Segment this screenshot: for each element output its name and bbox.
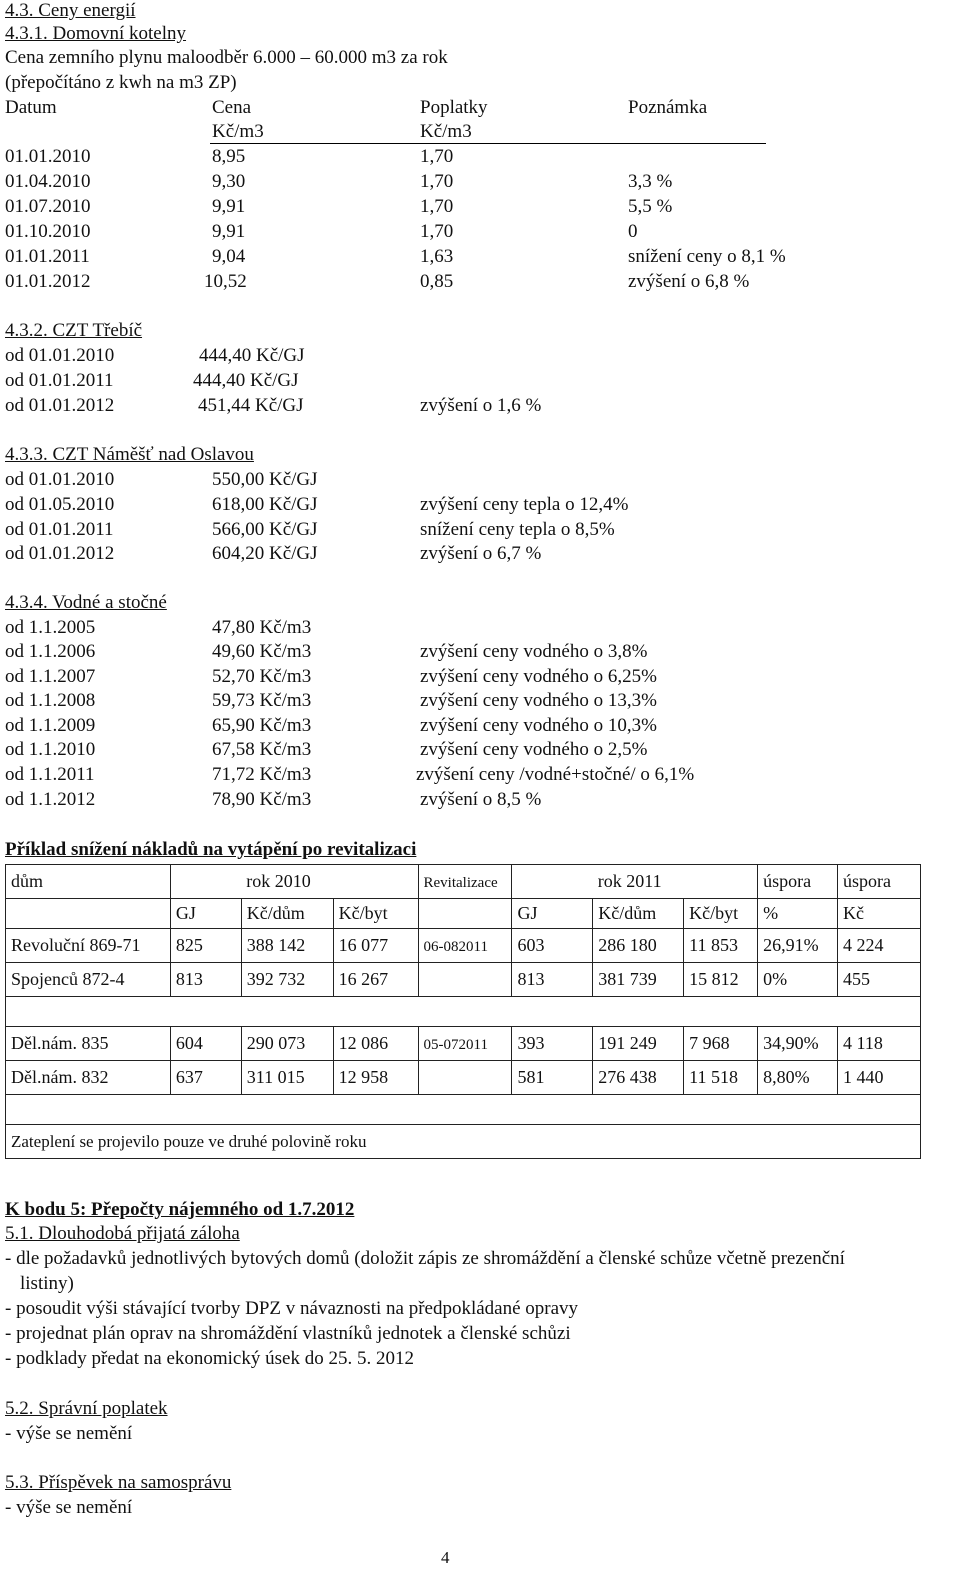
water-row-note: zvýšení o 8,5 % [420,789,542,810]
header-cell: GJ [512,899,593,929]
table-cell: 06-082011 [418,929,512,963]
gas-row-price: 9,04 [212,246,246,267]
gas-row-date: 01.10.2010 [5,221,91,242]
table-cell: 813 [512,963,593,997]
header-cell: rok 2010 [241,865,418,899]
water-row-price: 71,72 Kč/m3 [212,764,312,785]
gas-row-price: 9,91 [212,196,246,217]
table-cell: 286 180 [593,929,684,963]
table-cell: Revoluční 869-71 [6,929,171,963]
table-cell: 637 [170,1061,241,1095]
czt-row-date: od 01.01.2011 [5,519,114,540]
gas-row-note: snížení ceny o 8,1 % [628,246,786,267]
table-cell: 16 077 [333,929,418,963]
table-cell: 290 073 [241,1027,333,1061]
page-number: 4 [441,1548,450,1567]
gas-row-fee: 0,85 [420,271,454,292]
unit-price: Kč/m3 [212,121,264,142]
table-cell: 825 [170,929,241,963]
water-row-date: od 1.1.2008 [5,690,96,711]
water-row-date: od 1.1.2012 [5,789,96,810]
water-row-note: zvýšení ceny vodného o 13,3% [420,690,657,711]
heat-row-price: 444,40 Kč/GJ [193,370,299,391]
water-row-price: 67,58 Kč/m3 [212,739,312,760]
table-subheader-row [6,899,921,929]
gas-row-fee: 1,70 [420,146,454,167]
subsection-heading-5-2: 5.2. Správní poplatek [5,1398,168,1419]
water-row-price: 49,60 Kč/m3 [212,641,312,662]
gas-row-date: 01.04.2010 [5,171,91,192]
table-spacer-row [6,1095,921,1125]
table-cell: 11 853 [684,929,758,963]
header-cell: úspora [758,865,838,899]
gas-row-price: 10,52 [204,271,247,292]
table-cell: 381 739 [593,963,684,997]
table-row [6,1027,921,1061]
savings-table [5,864,921,1159]
subsection-heading-5-3: 5.3. Příspěvek na samosprávu [5,1472,232,1493]
heat-row-date: od 01.01.2011 [5,370,114,391]
water-row-date: od 1.1.2007 [5,666,96,687]
heat-row-date: od 01.01.2012 [5,395,115,416]
water-row-date: od 1.1.2009 [5,715,96,736]
header-cell: rok 2011 [593,865,758,899]
czt-row-note: snížení ceny tepla o 8,5% [420,519,615,540]
subsection-heading-4-3-3: 4.3.3. CZT Náměšť nad Oslavou [5,444,254,465]
column-header-price: Cena [212,97,252,118]
czt-row-price: 618,00 Kč/GJ [212,494,318,515]
heat-row-price: 444,40 Kč/GJ [199,345,305,366]
section-heading-5: K bodu 5: Přepočty nájemného od 1.7.2012 [5,1199,355,1220]
table-cell: 16 267 [333,963,418,997]
list-item: - projednat plán oprav na shromáždění vlastníků jednotek a členské schůzi [5,1323,571,1344]
table-cell: 276 438 [593,1061,684,1095]
table-row [6,1061,921,1095]
header-cell: dům [6,865,171,899]
header-cell: Kč/dům [593,899,684,929]
header-cell: Kč/byt [333,899,418,929]
column-header-fees: Poplatky [420,97,488,118]
header-cell: GJ [170,899,241,929]
water-row-date: od 1.1.2011 [5,764,95,785]
table-cell: 1 440 [838,1061,921,1095]
table-cell: 12 958 [333,1061,418,1095]
table-cell: 12 086 [333,1027,418,1061]
water-row-note: zvýšení ceny /vodné+stočné/ o 6,1% [416,764,695,785]
subsection-heading-5-1: 5.1. Dlouhodobá přijatá záloha [5,1223,240,1244]
water-row-price: 65,90 Kč/m3 [212,715,312,736]
header-underline [210,143,766,144]
table-cell [418,963,512,997]
table-cell: 4 118 [838,1027,921,1061]
water-row-date: od 1.1.2010 [5,739,96,760]
table-cell: 7 968 [684,1027,758,1061]
czt-row-date: od 01.01.2010 [5,469,115,490]
table-cell: 191 249 [593,1027,684,1061]
table-cell: 4 224 [838,929,921,963]
table-cell: Spojenců 872-4 [6,963,171,997]
gas-row-fee: 1,70 [420,221,454,242]
table-cell: 311 015 [241,1061,333,1095]
gas-row-date: 01.01.2012 [5,271,91,292]
czt-row-price: 550,00 Kč/GJ [212,469,318,490]
section-heading-4-3: 4.3. Ceny energií [5,0,136,21]
water-row-note: zvýšení ceny vodného o 10,3% [420,715,657,736]
list-item: - výše se nemění [5,1497,133,1518]
heat-row-date: od 01.01.2010 [5,345,115,366]
example-heading: Příklad snížení nákladů na vytápění po revitalizaci [5,839,417,860]
list-item: - podklady předat na ekonomický úsek do 25. 5. 2012 [5,1348,414,1369]
water-row-date: od 1.1.2005 [5,617,96,638]
subsection-heading-4-3-4: 4.3.4. Vodné a stočné [5,592,167,613]
gas-row-note: zvýšení o 6,8 % [628,271,750,292]
table-cell: 05-072011 [418,1027,512,1061]
czt-row-note: zvýšení o 6,7 % [420,543,542,564]
table-cell: 26,91% [758,929,838,963]
gas-description-line-2: (přepočítáno z kwh na m3 ZP) [5,72,237,93]
header-cell: úspora [838,865,921,899]
gas-row-date: 01.01.2011 [5,246,90,267]
heat-row-note: zvýšení o 1,6 % [420,395,542,416]
header-cell: Kč [838,899,921,929]
table-header-row [6,865,921,899]
column-header-note: Poznámka [628,97,708,118]
table-row [6,963,921,997]
subsection-heading-4-3-1: 4.3.1. Domovní kotelny [5,23,187,44]
table-cell: 603 [512,929,593,963]
table-cell: 455 [838,963,921,997]
header-cell: Kč/dům [241,899,333,929]
table-cell [418,1061,512,1095]
gas-row-price: 8,95 [212,146,246,167]
water-row-price: 59,73 Kč/m3 [212,690,312,711]
subsection-heading-4-3-2: 4.3.2. CZT Třebíč [5,320,143,341]
table-note: Zateplení se projevilo pouze ve druhé polovině roku [6,1125,921,1159]
list-item: - posoudit výši stávající tvorby DPZ v návaznosti na předpokládané opravy [5,1298,579,1319]
header-cell: Revitalizace [418,865,512,899]
czt-row-price: 604,20 Kč/GJ [212,543,318,564]
header-cell: Kč/byt [684,899,758,929]
header-cell: % [758,899,838,929]
table-cell: 393 [512,1027,593,1061]
czt-row-date: od 01.01.2012 [5,543,115,564]
table-cell: 15 812 [684,963,758,997]
table-cell: Děl.nám. 832 [6,1061,171,1095]
gas-row-fee: 1,70 [420,196,454,217]
czt-row-note: zvýšení ceny tepla o 12,4% [420,494,629,515]
table-cell: 392 732 [241,963,333,997]
gas-row-price: 9,91 [212,221,246,242]
table-cell: 604 [170,1027,241,1061]
table-cell: 0% [758,963,838,997]
gas-row-price: 9,30 [212,171,246,192]
czt-row-price: 566,00 Kč/GJ [212,519,318,540]
water-row-note: zvýšení ceny vodného o 6,25% [420,666,657,687]
column-header-date: Datum [5,97,57,118]
table-note-row [6,1125,921,1159]
table-cell: Děl.nám. 835 [6,1027,171,1061]
table-cell: 8,80% [758,1061,838,1095]
water-row-date: od 1.1.2006 [5,641,96,662]
list-item-continuation: listiny) [20,1273,74,1294]
table-cell: 11 518 [684,1061,758,1095]
table-row [6,929,921,963]
water-row-price: 52,70 Kč/m3 [212,666,312,687]
water-row-price: 78,90 Kč/m3 [212,789,312,810]
gas-row-fee: 1,63 [420,246,454,267]
table-spacer-row [6,997,921,1027]
water-row-note: zvýšení ceny vodného o 2,5% [420,739,648,760]
water-row-price: 47,80 Kč/m3 [212,617,312,638]
unit-fees: Kč/m3 [420,121,472,142]
table-cell: 388 142 [241,929,333,963]
heat-row-price: 451,44 Kč/GJ [198,395,304,416]
table-cell: 813 [170,963,241,997]
gas-row-note: 3,3 % [628,171,673,192]
gas-description-line-1: Cena zemního plynu maloodběr 6.000 – 60.000 m3 za rok [5,47,448,68]
gas-row-date: 01.01.2010 [5,146,91,167]
list-item: - výše se nemění [5,1423,133,1444]
gas-row-note: 5,5 % [628,196,673,217]
table-cell: 34,90% [758,1027,838,1061]
gas-row-note: 0 [628,221,638,242]
czt-row-date: od 01.05.2010 [5,494,115,515]
gas-row-fee: 1,70 [420,171,454,192]
table-cell: 581 [512,1061,593,1095]
water-row-note: zvýšení ceny vodného o 3,8% [420,641,648,662]
list-item: - dle požadavků jednotlivých bytových domů (doložit zápis ze shromáždění a členské schůze včetně prezenční [5,1248,845,1269]
gas-row-date: 01.07.2010 [5,196,91,217]
